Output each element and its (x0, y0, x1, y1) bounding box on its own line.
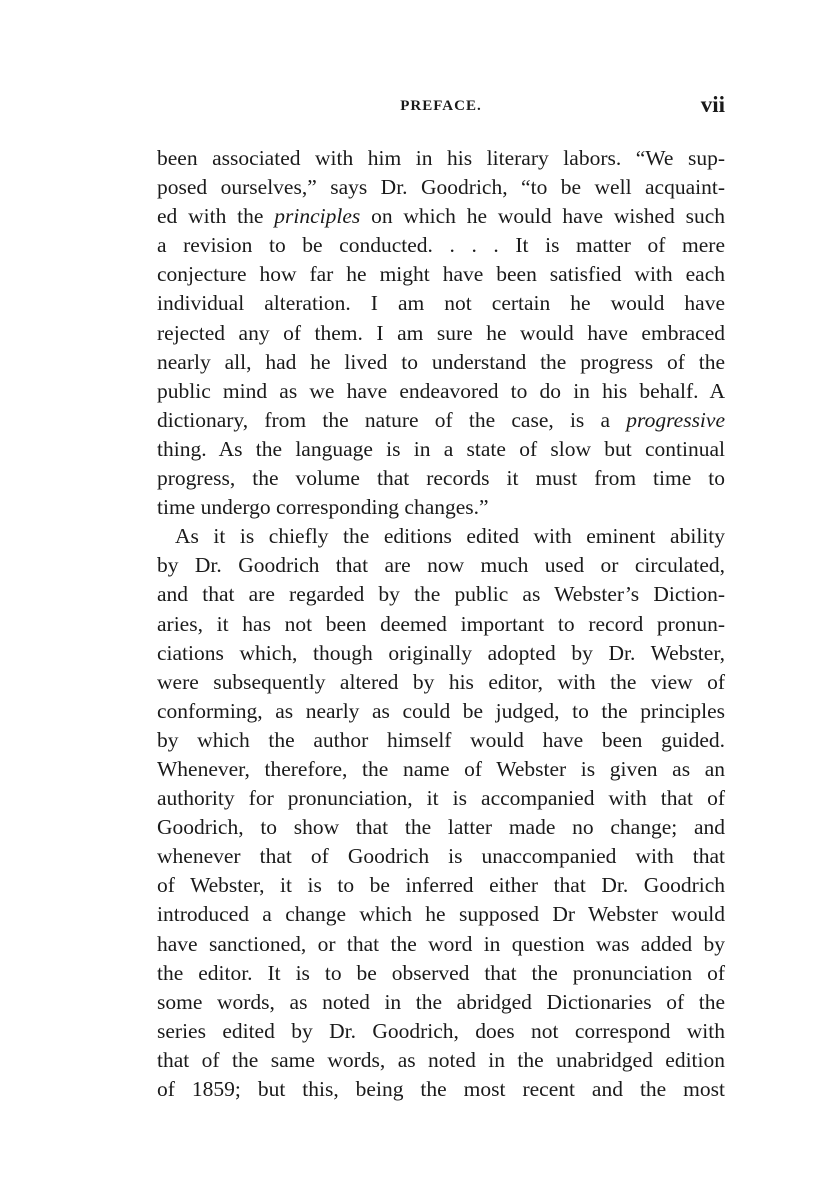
page-number: vii (700, 92, 725, 117)
text-line: were subsequently altered by his editor, with the view of (157, 669, 725, 694)
text-span: ed with the (157, 204, 275, 229)
text-line: Goodrich, to show that the latter made no change; and (157, 815, 725, 840)
text-line: introduced a change which he supposed Dr Webster would (157, 902, 725, 927)
running-head (157, 92, 725, 122)
text-line: posed ourselves,” says Dr. Goodrich, “to be well acquaint- (157, 175, 725, 200)
text-line: individual alteration. I am not certain he would have (157, 291, 725, 316)
text-line: of Webster, it is to be inferred either that Dr. Goodrich (157, 873, 725, 898)
text-line (157, 202, 725, 231)
text-line: rejected any of them. I am sure he would have embraced (157, 320, 725, 345)
running-title: PREFACE. (400, 98, 482, 114)
text-line: progress, the volume that records it must from time to (157, 466, 725, 491)
text-line: some words, as noted in the abridged Dictionaries of the (157, 989, 725, 1014)
text-line: authority for pronunciation, it is accompanied with that of (157, 786, 725, 811)
text-line: whenever that of Goodrich is unaccompanied with that (157, 844, 725, 869)
italic-term: principles (274, 204, 361, 229)
text-span: dictionary, from the nature of the case, is a (157, 407, 627, 432)
body-text (157, 144, 725, 1104)
text-line: been associated with him in his literary labors. “We sup- (157, 146, 725, 170)
text-line: As it is chiefly the editions edited with eminent ability (175, 524, 725, 549)
text-line: the editor. It is to be observed that the pronunciation of (157, 960, 725, 985)
text-line: public mind as we have endeavored to do in his behalf. A (157, 378, 725, 403)
text-line: Whenever, therefore, the name of Webster is given as an (157, 756, 725, 781)
text-line: nearly all, had he lived to understand the progress of the (157, 349, 725, 374)
text-line: a revision to be conducted. . . . It is matter of mere (157, 233, 725, 258)
text-line: time undergo corresponding changes.” (157, 495, 489, 520)
text-line: aries, it has not been deemed important to record pronun- (157, 611, 725, 636)
text-line: conjecture how far he might have been satisfied with each (157, 262, 725, 287)
text-line: by Dr. Goodrich that are now much used or circulated, (157, 553, 725, 578)
text-line: have sanctioned, or that the word in question was added by (157, 931, 725, 956)
text-line: that of the same words, as noted in the unabridged edition (157, 1047, 725, 1072)
text-line (157, 406, 725, 435)
text-line: and that are regarded by the public as Webster’s Diction- (157, 582, 725, 607)
text-line: by which the author himself would have been guided. (157, 727, 725, 752)
text-span: on which he would have wished such (360, 204, 725, 229)
text-line: series edited by Dr. Goodrich, does not correspond with (157, 1018, 725, 1043)
italic-term: progressive (626, 407, 725, 432)
text-line: thing. As the language is in a state of slow but continual (157, 436, 725, 461)
text-line: ciations which, though originally adopted by Dr. Webster, (157, 640, 725, 665)
text-line: of 1859; but this, being the most recent and the most (157, 1077, 725, 1101)
text-line: conforming, as nearly as could be judged, to the principles (157, 698, 725, 723)
